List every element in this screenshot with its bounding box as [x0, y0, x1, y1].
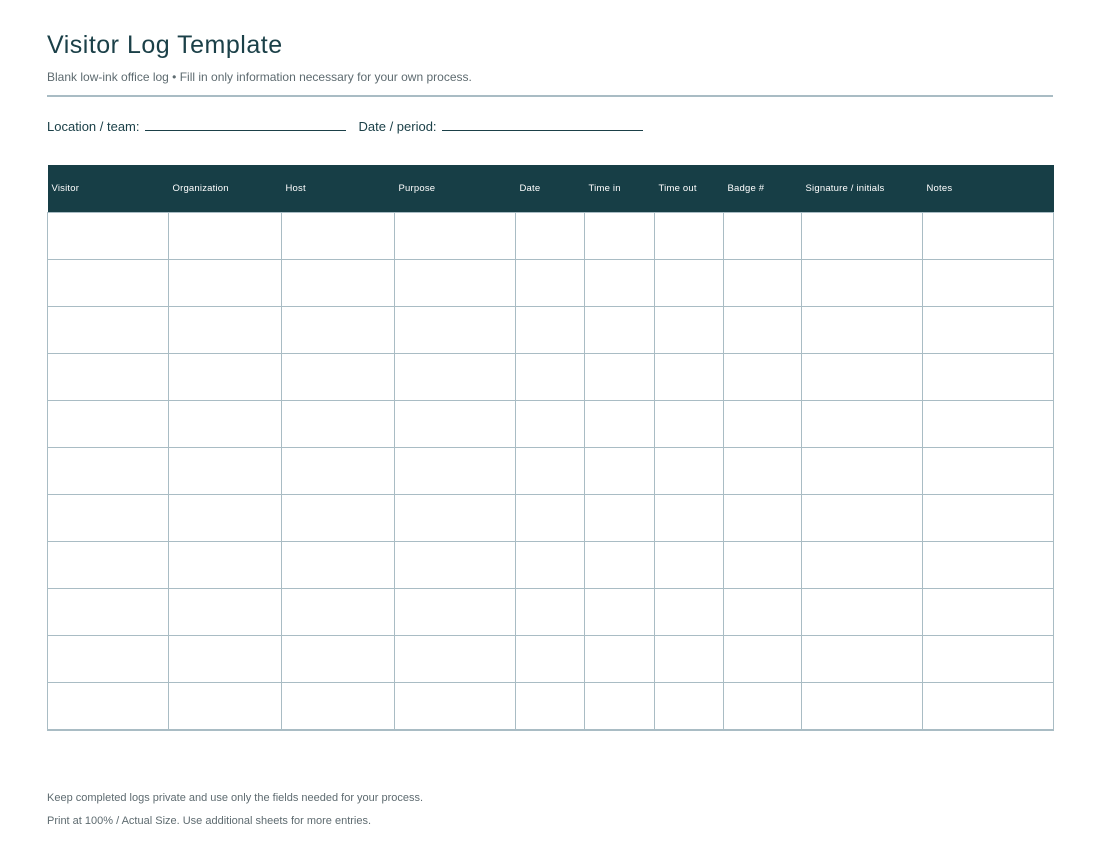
cell-organization[interactable] — [169, 260, 282, 307]
cell-host[interactable] — [282, 260, 395, 307]
cell-time-out[interactable] — [655, 542, 724, 589]
cell-date[interactable] — [516, 683, 585, 731]
cell-badge[interactable] — [724, 636, 802, 683]
cell-organization[interactable] — [169, 401, 282, 448]
cell-time-in[interactable] — [585, 589, 655, 636]
cell-notes[interactable] — [923, 307, 1054, 354]
cell-organization[interactable] — [169, 307, 282, 354]
cell-host[interactable] — [282, 354, 395, 401]
cell-notes[interactable] — [923, 495, 1054, 542]
cell-badge[interactable] — [724, 542, 802, 589]
column-header-notes: Notes — [923, 165, 1054, 213]
cell-purpose[interactable] — [395, 448, 516, 495]
cell-time-in[interactable] — [585, 448, 655, 495]
cell-visitor[interactable] — [48, 589, 169, 636]
cell-time-in[interactable] — [585, 636, 655, 683]
cell-signature-initials[interactable] — [802, 542, 923, 589]
header-divider — [47, 95, 1053, 97]
column-header-date: Date — [516, 165, 585, 213]
visitor-log-table — [47, 165, 1054, 731]
cell-organization[interactable] — [169, 213, 282, 260]
cell-signature-initials[interactable] — [802, 495, 923, 542]
cell-badge[interactable] — [724, 307, 802, 354]
cell-date[interactable] — [516, 307, 585, 354]
date-period-blank[interactable] — [442, 118, 643, 131]
cell-signature-initials[interactable] — [802, 636, 923, 683]
cell-signature-initials[interactable] — [802, 401, 923, 448]
cell-organization[interactable] — [169, 589, 282, 636]
cell-purpose[interactable] — [395, 260, 516, 307]
cell-time-out[interactable] — [655, 213, 724, 260]
cell-time-in[interactable] — [585, 307, 655, 354]
cell-purpose[interactable] — [395, 683, 516, 731]
cell-host[interactable] — [282, 448, 395, 495]
column-header-purpose: Purpose — [395, 165, 516, 213]
cell-time-in[interactable] — [585, 495, 655, 542]
cell-notes[interactable] — [923, 401, 1054, 448]
table-row — [48, 213, 1054, 260]
cell-date[interactable] — [516, 542, 585, 589]
cell-time-in[interactable] — [585, 401, 655, 448]
cell-badge[interactable] — [724, 354, 802, 401]
table-row — [48, 401, 1054, 448]
cell-date[interactable] — [516, 448, 585, 495]
cell-time-out[interactable] — [655, 448, 724, 495]
cell-time-in[interactable] — [585, 213, 655, 260]
cell-notes[interactable] — [923, 636, 1054, 683]
cell-purpose[interactable] — [395, 495, 516, 542]
cell-purpose[interactable] — [395, 542, 516, 589]
location-team-blank[interactable] — [145, 118, 346, 131]
cell-visitor[interactable] — [48, 448, 169, 495]
cell-badge[interactable] — [724, 448, 802, 495]
cell-badge[interactable] — [724, 683, 802, 731]
footer-privacy-note: Keep completed logs private and use only the fields needed for your process. — [47, 792, 424, 804]
cell-signature-initials[interactable] — [802, 213, 923, 260]
cell-date[interactable] — [516, 495, 585, 542]
cell-signature-initials[interactable] — [802, 260, 923, 307]
cell-time-in[interactable] — [585, 354, 655, 401]
table-row — [48, 683, 1054, 731]
cell-time-out[interactable] — [655, 260, 724, 307]
cell-visitor[interactable] — [48, 213, 169, 260]
cell-organization[interactable] — [169, 636, 282, 683]
table-body — [48, 213, 1054, 731]
cell-signature-initials[interactable] — [802, 683, 923, 731]
table-row — [48, 589, 1054, 636]
cell-time-out[interactable] — [655, 589, 724, 636]
cell-time-out[interactable] — [655, 354, 724, 401]
cell-date[interactable] — [516, 589, 585, 636]
cell-time-in[interactable] — [585, 260, 655, 307]
cell-host[interactable] — [282, 401, 395, 448]
footer-print-note: Print at 100% / Actual Size. Use additional sheets for more entries. — [47, 815, 372, 827]
cell-badge[interactable] — [724, 401, 802, 448]
cell-visitor[interactable] — [48, 636, 169, 683]
column-header-organization: Organization — [169, 165, 282, 213]
cell-visitor[interactable] — [48, 542, 169, 589]
cell-visitor[interactable] — [48, 307, 169, 354]
cell-notes[interactable] — [923, 448, 1054, 495]
cell-date[interactable] — [516, 213, 585, 260]
cell-signature-initials[interactable] — [802, 589, 923, 636]
cell-host[interactable] — [282, 636, 395, 683]
cell-purpose[interactable] — [395, 307, 516, 354]
cell-date[interactable] — [516, 401, 585, 448]
cell-visitor[interactable] — [48, 401, 169, 448]
table-row — [48, 307, 1054, 354]
cell-date[interactable] — [516, 260, 585, 307]
table-header-row — [48, 165, 1054, 213]
date-period-field[interactable] — [359, 118, 643, 134]
column-header-visitor: Visitor — [48, 165, 169, 213]
cell-purpose[interactable] — [395, 636, 516, 683]
cell-badge[interactable] — [724, 260, 802, 307]
cell-time-out[interactable] — [655, 636, 724, 683]
date-period-label: Date / period: — [358, 119, 437, 134]
cell-visitor[interactable] — [48, 683, 169, 731]
cell-notes[interactable] — [923, 354, 1054, 401]
location-team-field[interactable] — [47, 118, 346, 134]
cell-date[interactable] — [516, 354, 585, 401]
cell-notes[interactable] — [923, 683, 1054, 731]
cell-time-out[interactable] — [655, 307, 724, 354]
table-row — [48, 260, 1054, 307]
table-row — [48, 542, 1054, 589]
cell-organization[interactable] — [169, 354, 282, 401]
cell-date[interactable] — [516, 636, 585, 683]
column-header-signature: Signature / initials — [802, 165, 923, 213]
cell-host[interactable] — [282, 542, 395, 589]
cell-host[interactable] — [282, 683, 395, 731]
cell-host[interactable] — [282, 495, 395, 542]
cell-purpose[interactable] — [395, 401, 516, 448]
cell-time-out[interactable] — [655, 401, 724, 448]
cell-organization[interactable] — [169, 448, 282, 495]
cell-notes[interactable] — [923, 260, 1054, 307]
cell-notes[interactable] — [923, 589, 1054, 636]
cell-visitor[interactable] — [48, 495, 169, 542]
table-row — [48, 354, 1054, 401]
cell-notes[interactable] — [923, 542, 1054, 589]
cell-signature-initials[interactable] — [802, 448, 923, 495]
cell-badge[interactable] — [724, 589, 802, 636]
cell-host[interactable] — [282, 213, 395, 260]
cell-time-out[interactable] — [655, 495, 724, 542]
cell-time-in[interactable] — [585, 683, 655, 731]
cell-visitor[interactable] — [48, 354, 169, 401]
table-row — [48, 448, 1054, 495]
column-header-host: Host — [282, 165, 395, 213]
column-header-time-in: Time in — [585, 165, 655, 213]
table-row — [48, 636, 1054, 683]
table-row — [48, 495, 1054, 542]
cell-host[interactable] — [282, 589, 395, 636]
cell-host[interactable] — [282, 307, 395, 354]
column-header-badge: Badge # — [724, 165, 802, 213]
page-subtitle: Blank low-ink office log • Fill in only information necessary for your own process. — [47, 70, 472, 84]
cell-organization[interactable] — [169, 683, 282, 731]
cell-visitor[interactable] — [48, 260, 169, 307]
cell-notes[interactable] — [923, 213, 1054, 260]
column-header-time-out: Time out — [655, 165, 724, 213]
cell-organization[interactable] — [169, 542, 282, 589]
cell-signature-initials[interactable] — [802, 354, 923, 401]
cell-time-in[interactable] — [585, 542, 655, 589]
cell-purpose[interactable] — [395, 213, 516, 260]
cell-signature-initials[interactable] — [802, 307, 923, 354]
visitor-log-page — [47, 0, 1053, 850]
page-title: Visitor Log Template — [47, 31, 283, 59]
cell-purpose[interactable] — [395, 354, 516, 401]
cell-badge[interactable] — [724, 495, 802, 542]
cell-purpose[interactable] — [395, 589, 516, 636]
location-team-label: Location / team: — [47, 119, 140, 134]
cell-organization[interactable] — [169, 495, 282, 542]
cell-time-out[interactable] — [655, 683, 724, 731]
cell-badge[interactable] — [724, 213, 802, 260]
header-fields — [47, 118, 656, 134]
